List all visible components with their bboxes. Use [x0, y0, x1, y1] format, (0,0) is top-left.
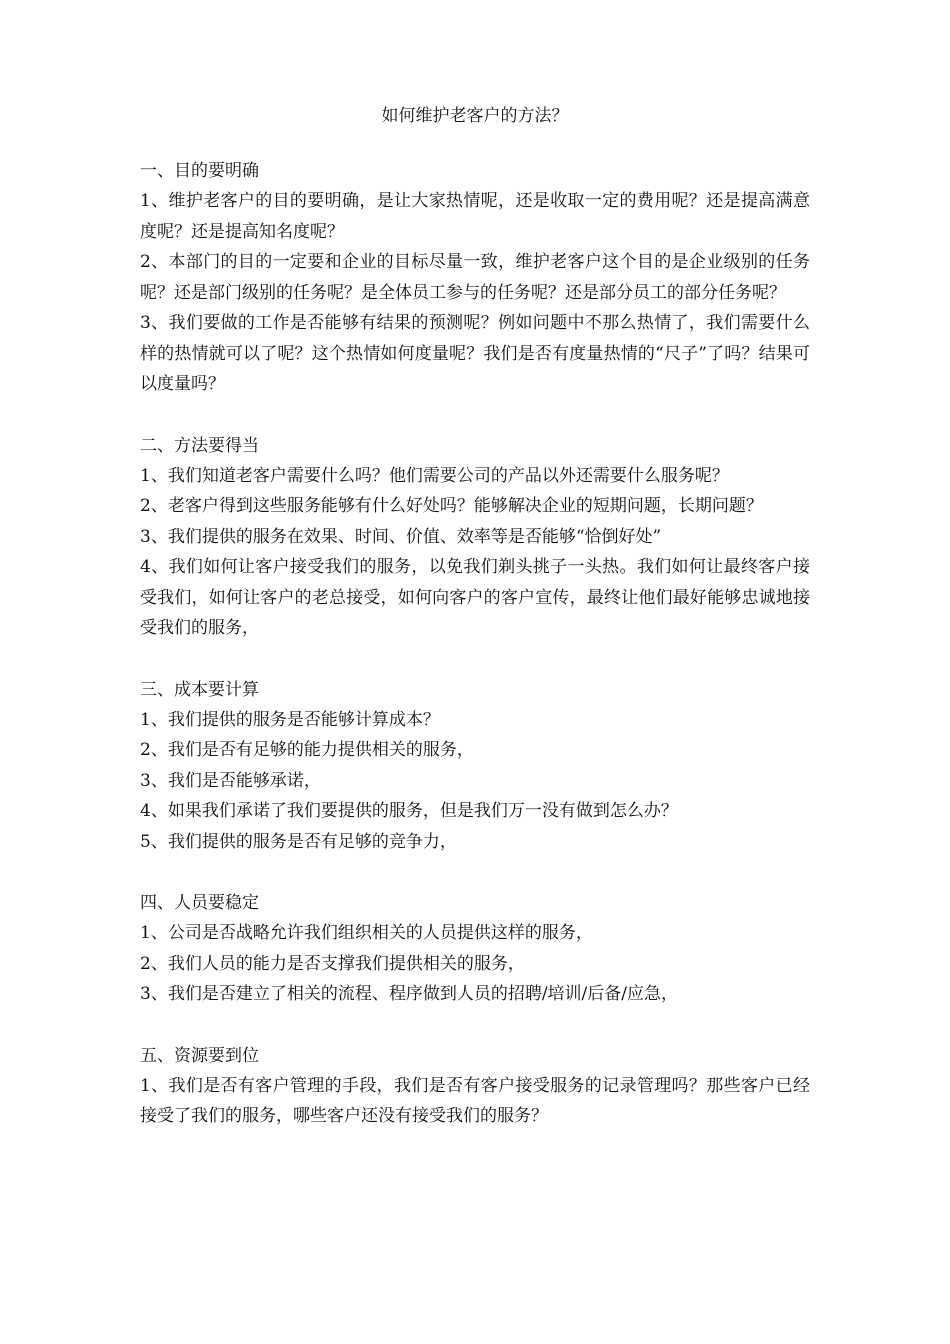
paragraph: 2、我们人员的能力是否支撑我们提供相关的服务， — [140, 953, 525, 974]
paragraph: 4、我们如何让客户接受我们的服务，以免我们剃头挑子一头热。我们如何让最终客户接受我们，如何让客户的老总接受，如何向客户的客户宣传，最终让他们最好能够忠诚地接受我们的服务， — [140, 557, 810, 638]
section-heading: 一、目的要明确 — [140, 161, 259, 181]
paragraph: 3、我们是否能够承诺， — [140, 770, 321, 791]
section-purpose — [140, 156, 810, 400]
paragraph: 3、我们要做的工作是否能够有结果的预测呢？例如问题中不那么热情了，我们需要什么样的热情就可以了呢？这个热情如何度量呢？我们是否有度量热情的“尺子”了吗？结果可以度量吗？ — [140, 313, 810, 394]
paragraph: 3、我们是否建立了相关的流程、程序做到人员的招聘/培训/后备/应急， — [140, 984, 678, 1004]
paragraph: 4、如果我们承诺了我们要提供的服务，但是我们万一没有做到怎么办？ — [140, 801, 678, 821]
paragraph: 2、我们是否有足够的能力提供相关的服务， — [140, 740, 474, 760]
paragraph: 1、我们是否有客户管理的手段，我们是否有客户接受服务的记录管理吗？那些客户已经接受了我们的服务，哪些客户还没有接受我们的服务？ — [140, 1075, 810, 1126]
section-heading: 四、人员要稳定 — [140, 893, 259, 913]
paragraph: 3、我们提供的服务在效果、时间、价值、效率等是否能够“恰倒好处” — [140, 526, 662, 547]
section-cost — [140, 675, 810, 858]
paragraph: 1、我们知道老客户需要什么吗？他们需要公司的产品以外还需要什么服务呢？ — [140, 465, 729, 486]
paragraph: 1、维护老客户的目的要明确，是让大家热情呢，还是收取一定的费用呢？还是提高满意度呢？还是提高知名度呢？ — [140, 191, 810, 242]
section-staff — [140, 888, 810, 1010]
section-resources — [140, 1041, 810, 1132]
section-heading: 五、资源要到位 — [140, 1045, 259, 1066]
paragraph: 2、本部门的目的一定要和企业的目标尽量一致，维护老客户这个目的是企业级别的任务呢？还是部门级别的任务呢？是全体员工参与的任务呢？还是部分员工的部分任务呢？ — [140, 252, 810, 303]
section-method — [140, 431, 810, 644]
paragraph: 1、公司是否战略允许我们组织相关的人员提供这样的服务， — [140, 923, 593, 943]
document-title: 如何维护老客户的方法？ — [381, 106, 569, 126]
section-heading: 三、成本要计算 — [140, 679, 259, 700]
section-heading: 二、方法要得当 — [140, 435, 259, 456]
document-page — [140, 102, 810, 1163]
paragraph: 2、老客户得到这些服务能够有什么好处吗？能够解决企业的短期问题，长期问题？ — [140, 496, 763, 516]
paragraph: 1、我们提供的服务是否能够计算成本？ — [140, 709, 440, 730]
paragraph: 5、我们提供的服务是否有足够的竞争力， — [140, 831, 457, 852]
